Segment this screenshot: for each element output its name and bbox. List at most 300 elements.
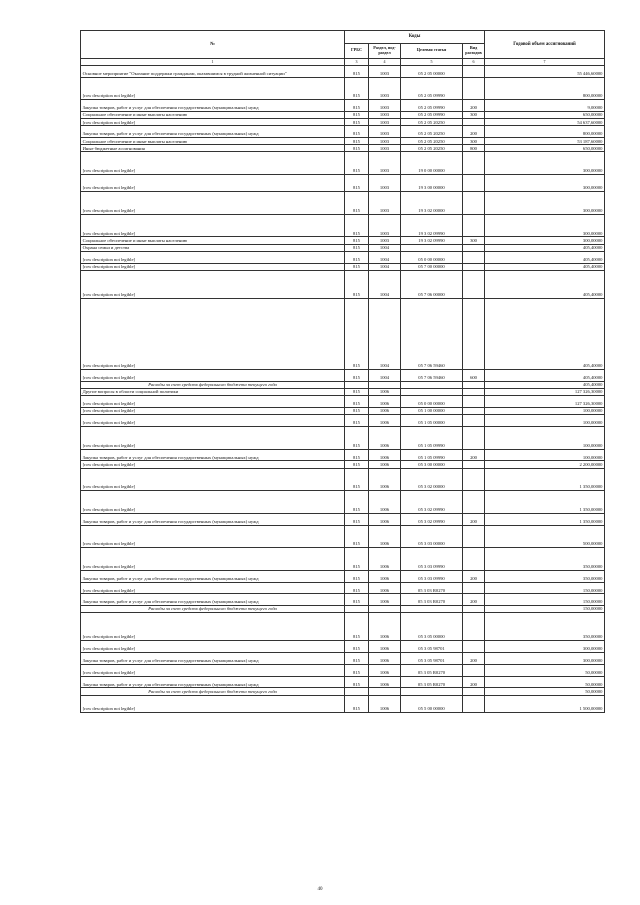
row-grbs <box>345 606 369 613</box>
row-amount: 500,00000 <box>485 525 605 548</box>
row-grbs: 815 <box>345 214 369 237</box>
row-amount: 100,00000 <box>485 426 605 449</box>
table-row <box>81 138 605 145</box>
row-vid: 200 <box>463 513 485 525</box>
row-description: Закупка товаров, работ и услуг для обеспечения государственных (муниципальных) нужд <box>81 126 345 138</box>
row-vid <box>463 426 485 449</box>
row-vid <box>463 251 485 263</box>
table-row <box>81 298 605 369</box>
row-vid <box>463 270 485 298</box>
row-vid <box>463 688 485 695</box>
row-description: Расходы за счет средств федерального бюджета текущего года <box>81 381 345 388</box>
row-amount: 150,00000 <box>485 594 605 606</box>
row-vid: 300 <box>463 237 485 244</box>
row-description: [row description not legible] <box>81 263 345 270</box>
row-grbs: 815 <box>345 192 369 215</box>
row-razdel: 1004 <box>369 251 401 263</box>
row-amount: 1 500,00000 <box>485 695 605 712</box>
row-target: 05 7 06 59460 <box>401 298 463 369</box>
row-amount: 300,00000 <box>485 152 605 175</box>
row-razdel <box>369 688 401 695</box>
row-vid <box>463 468 485 491</box>
row-description: [row description not legible] <box>81 664 345 676</box>
row-vid <box>463 263 485 270</box>
row-razdel: 1006 <box>369 594 401 606</box>
row-description: Социальное обеспечение и иные выплаты населению <box>81 237 345 244</box>
row-grbs: 815 <box>345 138 369 145</box>
row-amount: 1 350,00000 <box>485 513 605 525</box>
row-amount: 127 326,30000 <box>485 396 605 408</box>
table-row <box>81 664 605 676</box>
row-grbs: 815 <box>345 513 369 525</box>
row-grbs: 815 <box>345 100 369 112</box>
row-target <box>401 381 463 388</box>
row-grbs: 815 <box>345 407 369 414</box>
row-amount: 53 187,60000 <box>485 138 605 145</box>
row-razdel: 1003 <box>369 100 401 112</box>
row-amount: 300,00000 <box>485 641 605 653</box>
row-grbs: 815 <box>345 119 369 126</box>
row-razdel: 1006 <box>369 388 401 395</box>
row-razdel: 1003 <box>369 145 401 152</box>
table-row <box>81 65 605 77</box>
row-description: [row description not legible] <box>81 525 345 548</box>
row-razdel: 1003 <box>369 65 401 77</box>
table-row <box>81 407 605 414</box>
table-row <box>81 119 605 126</box>
table-row <box>81 548 605 571</box>
row-vid <box>463 695 485 712</box>
row-vid <box>463 664 485 676</box>
row-description: [row description not legible] <box>81 468 345 491</box>
row-target: 05 7 06 59460 <box>401 370 463 382</box>
row-vid <box>463 613 485 641</box>
row-amount: 1 350,00000 <box>485 491 605 514</box>
row-vid <box>463 175 485 192</box>
row-amount: 405,40000 <box>485 381 605 388</box>
row-amount: 100,00000 <box>485 449 605 461</box>
row-description: [row description not legible] <box>81 396 345 408</box>
row-vid: 600 <box>463 370 485 382</box>
row-grbs: 815 <box>345 491 369 514</box>
row-grbs: 815 <box>345 548 369 571</box>
row-grbs: 815 <box>345 582 369 594</box>
header-vid: Вид расходов <box>463 43 485 58</box>
table-note-row <box>81 381 605 388</box>
table-row <box>81 145 605 152</box>
row-razdel: 1003 <box>369 126 401 138</box>
row-target: 19 3 02 09990 <box>401 237 463 244</box>
row-description: Закупка товаров, работ и услуг для обеспечения государственных (муниципальных) нужд <box>81 653 345 665</box>
row-target: 05 3 03 R0270 <box>401 594 463 606</box>
row-vid <box>463 606 485 613</box>
row-razdel: 1006 <box>369 513 401 525</box>
row-description: [row description not legible] <box>81 491 345 514</box>
row-amount: 50,00000 <box>485 676 605 688</box>
row-razdel: 1006 <box>369 415 401 427</box>
row-grbs: 815 <box>345 653 369 665</box>
row-razdel <box>369 606 401 613</box>
row-amount: 650,00000 <box>485 111 605 118</box>
row-grbs: 815 <box>345 270 369 298</box>
row-target: 05 3 00 00000 <box>401 461 463 468</box>
row-target <box>401 606 463 613</box>
row-amount: 50,00000 <box>485 688 605 695</box>
row-target: 05 1 00 00000 <box>401 407 463 414</box>
row-description: [row description not legible] <box>81 461 345 468</box>
budget-sheet <box>80 30 604 713</box>
row-target: 05 2 05 20250 <box>401 145 463 152</box>
row-amount: 405,40000 <box>485 270 605 298</box>
row-amount: 800,00000 <box>485 126 605 138</box>
row-target: 05 2 05 09990 <box>401 111 463 118</box>
row-amount: 100,00000 <box>485 407 605 414</box>
row-grbs: 815 <box>345 415 369 427</box>
table-row <box>81 415 605 427</box>
row-amount: 9,00000 <box>485 100 605 112</box>
row-razdel: 1004 <box>369 370 401 382</box>
table-row <box>81 396 605 408</box>
row-description: Социальное обеспечение и иные выплаты населению <box>81 138 345 145</box>
row-amount: 350,00000 <box>485 570 605 582</box>
row-amount: 405,40000 <box>485 251 605 263</box>
row-razdel: 1004 <box>369 263 401 270</box>
row-description: [row description not legible] <box>81 214 345 237</box>
row-description: Расходы за счет средств федерального бюджета текущего года <box>81 606 345 613</box>
table-body <box>81 65 605 712</box>
row-vid <box>463 381 485 388</box>
col-number: 4 <box>369 58 401 65</box>
row-description: Расходы за счет средств федерального бюджета текущего года <box>81 688 345 695</box>
row-vid: 800 <box>463 145 485 152</box>
row-vid <box>463 407 485 414</box>
row-description: [row description not legible] <box>81 415 345 427</box>
row-razdel: 1006 <box>369 570 401 582</box>
row-amount: 350,00000 <box>485 613 605 641</box>
table-row <box>81 77 605 100</box>
row-grbs: 815 <box>345 676 369 688</box>
row-amount: 300,00000 <box>485 214 605 237</box>
row-target: 05 1 05 09990 <box>401 449 463 461</box>
row-target: 05 3 03 09990 <box>401 570 463 582</box>
row-razdel: 1006 <box>369 641 401 653</box>
row-amount: 650,00000 <box>485 145 605 152</box>
row-razdel: 1006 <box>369 491 401 514</box>
row-target: 05 2 05 20250 <box>401 138 463 145</box>
table-row <box>81 570 605 582</box>
row-target: 05 0 00 00000 <box>401 251 463 263</box>
col-number: 1 <box>81 58 345 65</box>
row-amount: 300,00000 <box>485 653 605 665</box>
row-description: [row description not legible] <box>81 695 345 712</box>
row-razdel: 1003 <box>369 111 401 118</box>
row-razdel: 1003 <box>369 237 401 244</box>
row-description: [row description not legible] <box>81 192 345 215</box>
row-razdel: 1006 <box>369 548 401 571</box>
row-razdel: 1006 <box>369 653 401 665</box>
col-number: 6 <box>463 58 485 65</box>
row-description: Закупка товаров, работ и услуг для обеспечения государственных (муниципальных) нужд <box>81 513 345 525</box>
row-grbs: 815 <box>345 65 369 77</box>
row-target: 05 1 05 00000 <box>401 415 463 427</box>
row-target: 05 7 00 00000 <box>401 263 463 270</box>
budget-table <box>80 30 605 713</box>
row-target: 05 1 05 09990 <box>401 426 463 449</box>
row-target: 05 3 05 R0270 <box>401 676 463 688</box>
row-target: 05 3 03 00000 <box>401 525 463 548</box>
table-row <box>81 461 605 468</box>
row-razdel: 1006 <box>369 582 401 594</box>
row-target: 05 2 05 20250 <box>401 119 463 126</box>
page-number: 40 <box>317 887 323 892</box>
header-number: № <box>81 31 345 59</box>
row-grbs: 815 <box>345 449 369 461</box>
table-row <box>81 676 605 688</box>
row-target: 05 2 05 09990 <box>401 77 463 100</box>
row-vid <box>463 396 485 408</box>
table-row <box>81 100 605 112</box>
row-description: Закупка товаров, работ и услуг для обеспечения государственных (муниципальных) нужд <box>81 449 345 461</box>
row-vid <box>463 244 485 251</box>
row-grbs: 815 <box>345 396 369 408</box>
row-amount: 2 200,00000 <box>485 461 605 468</box>
row-grbs: 815 <box>345 570 369 582</box>
table-row <box>81 370 605 382</box>
row-razdel: 1006 <box>369 695 401 712</box>
table-row <box>81 594 605 606</box>
row-target: 05 0 00 00000 <box>401 396 463 408</box>
row-description: [row description not legible] <box>81 152 345 175</box>
row-amount: 405,40000 <box>485 263 605 270</box>
row-vid <box>463 461 485 468</box>
row-vid: 200 <box>463 653 485 665</box>
row-razdel: 1006 <box>369 613 401 641</box>
row-vid: 200 <box>463 676 485 688</box>
row-grbs: 815 <box>345 237 369 244</box>
row-vid <box>463 77 485 100</box>
row-vid: 300 <box>463 111 485 118</box>
row-target: 19 0 00 00000 <box>401 152 463 175</box>
row-amount: 55 446,60000 <box>485 65 605 77</box>
row-amount: 405,40000 <box>485 370 605 382</box>
row-description: [row description not legible] <box>81 641 345 653</box>
row-target: 05 3 03 09990 <box>401 548 463 571</box>
row-razdel: 1006 <box>369 396 401 408</box>
row-vid <box>463 214 485 237</box>
row-amount: 127 326,30000 <box>485 388 605 395</box>
column-number-row <box>81 58 605 65</box>
header-razdel: Раздел, под-раздел <box>369 43 401 58</box>
row-vid <box>463 298 485 369</box>
row-razdel: 1004 <box>369 244 401 251</box>
row-grbs: 815 <box>345 263 369 270</box>
row-grbs: 815 <box>345 695 369 712</box>
row-target: 05 3 02 00000 <box>401 468 463 491</box>
row-amount: 100,00000 <box>485 415 605 427</box>
row-razdel: 1003 <box>369 138 401 145</box>
row-grbs: 815 <box>345 251 369 263</box>
header-codes: Коды <box>345 31 485 44</box>
row-razdel: 1006 <box>369 525 401 548</box>
table-row <box>81 613 605 641</box>
header-grbs: ГРБС <box>345 43 369 58</box>
table-row <box>81 641 605 653</box>
row-description: Охрана семьи и детства <box>81 244 345 251</box>
table-row <box>81 388 605 395</box>
row-grbs: 815 <box>345 664 369 676</box>
row-target: 05 3 05 98701 <box>401 641 463 653</box>
row-description: Закупка товаров, работ и услуг для обеспечения государственных (муниципальных) нужд <box>81 594 345 606</box>
row-grbs <box>345 688 369 695</box>
row-vid <box>463 192 485 215</box>
row-target: 05 3 02 09990 <box>401 491 463 514</box>
row-grbs: 815 <box>345 298 369 369</box>
row-grbs: 815 <box>345 152 369 175</box>
table-row <box>81 192 605 215</box>
row-grbs: 815 <box>345 370 369 382</box>
table-row <box>81 237 605 244</box>
row-grbs: 815 <box>345 594 369 606</box>
row-description: [row description not legible] <box>81 175 345 192</box>
row-vid <box>463 388 485 395</box>
row-description: [row description not legible] <box>81 582 345 594</box>
row-vid: 200 <box>463 126 485 138</box>
row-target: 05 3 05 00000 <box>401 613 463 641</box>
table-row <box>81 653 605 665</box>
table-row <box>81 582 605 594</box>
row-razdel: 1003 <box>369 152 401 175</box>
row-razdel: 1006 <box>369 449 401 461</box>
row-razdel: 1003 <box>369 192 401 215</box>
row-description: Основное мероприятие "Оказание поддержки гражданам, оказавшимся в трудной жизненной ситуации" <box>81 65 345 77</box>
row-razdel: 1003 <box>369 175 401 192</box>
row-target: 05 3 03 R0270 <box>401 582 463 594</box>
table-row <box>81 468 605 491</box>
row-razdel: 1004 <box>369 270 401 298</box>
row-vid <box>463 491 485 514</box>
row-amount: 350,00000 <box>485 548 605 571</box>
row-description: [row description not legible] <box>81 119 345 126</box>
header-target: Целевая статья <box>401 43 463 58</box>
row-amount: 54 637,60000 <box>485 119 605 126</box>
table-row <box>81 214 605 237</box>
row-razdel: 1003 <box>369 77 401 100</box>
row-razdel: 1003 <box>369 119 401 126</box>
row-razdel: 1006 <box>369 426 401 449</box>
row-amount: 800,00000 <box>485 77 605 100</box>
row-description: Закупка товаров, работ и услуг для обеспечения государственных (муниципальных) нужд <box>81 676 345 688</box>
table-row <box>81 175 605 192</box>
table-row <box>81 270 605 298</box>
table-row <box>81 152 605 175</box>
table-note-row <box>81 606 605 613</box>
header-amount: Годовой объем ассигнований <box>485 31 605 59</box>
row-vid <box>463 65 485 77</box>
row-target <box>401 688 463 695</box>
row-grbs: 815 <box>345 461 369 468</box>
row-target: 19 3 00 00000 <box>401 175 463 192</box>
row-target: 05 2 05 00000 <box>401 65 463 77</box>
table-row <box>81 111 605 118</box>
row-grbs: 815 <box>345 126 369 138</box>
row-amount: 300,00000 <box>485 237 605 244</box>
row-grbs: 815 <box>345 426 369 449</box>
row-vid: 200 <box>463 100 485 112</box>
row-description: [row description not legible] <box>81 613 345 641</box>
row-vid <box>463 152 485 175</box>
row-target: 05 3 05 R0270 <box>401 664 463 676</box>
row-target: 05 3 05 98701 <box>401 653 463 665</box>
row-description: [row description not legible] <box>81 426 345 449</box>
row-target: 05 7 06 00000 <box>401 270 463 298</box>
row-target: 19 3 02 09990 <box>401 214 463 237</box>
row-description: Иные бюджетные ассигнования <box>81 145 345 152</box>
table-row <box>81 513 605 525</box>
row-description: [row description not legible] <box>81 548 345 571</box>
row-vid <box>463 415 485 427</box>
table-row <box>81 449 605 461</box>
col-number: 5 <box>401 58 463 65</box>
row-amount: 50,00000 <box>485 664 605 676</box>
row-amount: 300,00000 <box>485 192 605 215</box>
row-description: [row description not legible] <box>81 407 345 414</box>
row-vid: 200 <box>463 570 485 582</box>
row-target: 05 3 02 09990 <box>401 513 463 525</box>
row-razdel: 1006 <box>369 468 401 491</box>
row-target: 19 3 02 00000 <box>401 192 463 215</box>
table-row <box>81 491 605 514</box>
row-razdel: 1006 <box>369 676 401 688</box>
row-grbs: 815 <box>345 641 369 653</box>
row-grbs: 815 <box>345 388 369 395</box>
row-description: [row description not legible] <box>81 370 345 382</box>
table-row <box>81 263 605 270</box>
row-vid: 300 <box>463 138 485 145</box>
row-vid: 200 <box>463 594 485 606</box>
row-grbs: 815 <box>345 145 369 152</box>
row-amount: 150,00000 <box>485 606 605 613</box>
row-grbs: 815 <box>345 175 369 192</box>
row-target <box>401 244 463 251</box>
table-row <box>81 695 605 712</box>
row-vid <box>463 641 485 653</box>
row-grbs: 815 <box>345 244 369 251</box>
row-amount: 1 350,00000 <box>485 468 605 491</box>
table-row <box>81 244 605 251</box>
row-grbs: 815 <box>345 77 369 100</box>
row-razdel: 1006 <box>369 664 401 676</box>
row-description: Социальное обеспечение и иные выплаты населению <box>81 111 345 118</box>
table-row <box>81 126 605 138</box>
table-row <box>81 525 605 548</box>
row-description: Закупка товаров, работ и услуг для обеспечения государственных (муниципальных) нужд <box>81 570 345 582</box>
row-vid <box>463 525 485 548</box>
table-note-row <box>81 688 605 695</box>
row-amount: 405,40000 <box>485 298 605 369</box>
row-razdel: 1003 <box>369 214 401 237</box>
table-row <box>81 426 605 449</box>
row-amount: 300,00000 <box>485 175 605 192</box>
row-target: 05 2 05 20250 <box>401 126 463 138</box>
row-razdel <box>369 381 401 388</box>
row-description: [row description not legible] <box>81 298 345 369</box>
row-vid <box>463 548 485 571</box>
row-description: [row description not legible] <box>81 251 345 263</box>
row-vid <box>463 119 485 126</box>
row-description: Другие вопросы в области социальной политики <box>81 388 345 395</box>
row-description: [row description not legible] <box>81 77 345 100</box>
row-amount: 150,00000 <box>485 582 605 594</box>
